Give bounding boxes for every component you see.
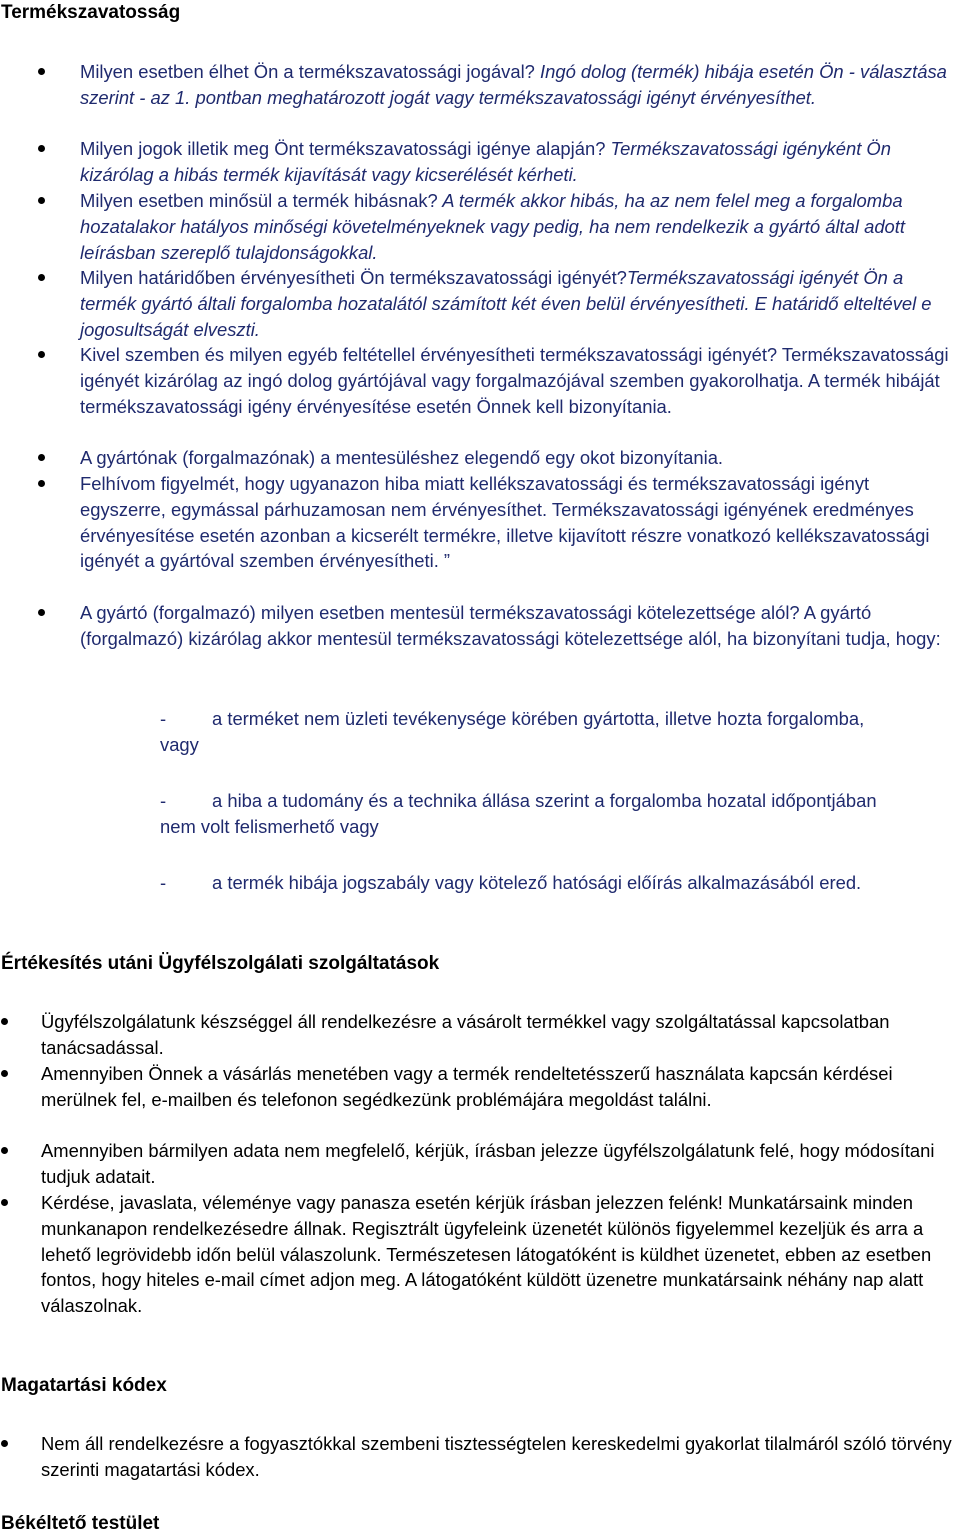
bullet-icon [1, 1147, 8, 1154]
bullet-icon [1, 1440, 8, 1447]
bullet-icon [38, 274, 45, 281]
bullet-icon [38, 68, 45, 75]
list-item: Felhívom figyelmét, hogy ugyanazon hiba miatt kellékszavatossági és termékszavatossági igényt egyszerre, egymással párhuzamosan nem érvényesíthet. Termékszavatossági igényének eredményes érvényesítése esetén azonban a kicserélt termékre, illetve kijavított részre vonatkozó kellékszavatossági igényét a gyártóval szemben érvényesítheti. ” [0, 471, 960, 600]
section-title: Értékesítés utáni Ügyfélszolgálati szolgáltatások [1, 953, 440, 974]
list-item: Amennyiben bármilyen adata nem megfelelő, kérjük, írásban jelezze ügyfélszolgálatunk felé, hogy módosítani tudjuk adatait. [1, 1138, 960, 1190]
dash-item: - a terméket nem üzleti tevékenysége körében gyártotta, illetve hozta forgalomba, vagy [160, 708, 865, 755]
list-item: Amennyiben Önnek a vásárlás menetében vagy a termék rendeltetésszerű használata kapcsán kérdései merülnek fel, e-mailben és telefonon segédkezünk problémájára megoldást találni. [1, 1061, 960, 1138]
list-item: A gyártónak (forgalmazónak) a mentesüléshez elegendő egy okot bizonyítania. [0, 445, 960, 471]
list-item: Milyen határidőben érvényesítheti Ön termékszavatossági igényét?Termékszavatossági igényét Ön a termék gyártó általi forgalomba hozatalától számított két éven belül érvényesítheti. E határidő elteltével e jogosultságát elveszti. [0, 265, 960, 342]
bullet-icon [38, 609, 45, 616]
list-item: Kérdése, javaslata, véleménye vagy panasza esetén kérjük írásban jelezzen felénk! Munkatársaink minden munkanapon rendelkezésedre állnak. Regisztrált ügyfeleink üzenetét különös figyelemmel kezeljük és arra a lehető legrövidebb időn belül válaszolunk. Természetesen látogatóként is küldhet üzenetet, ebben az esetben fontos, hogy hiteles e-mail címet adjon meg. A látogatóként küldött üzenetre munkatársaink néhány nap alatt válaszolnak. [1, 1190, 960, 1345]
bullet-icon [38, 454, 45, 461]
dash-item: - a hiba a tudomány és a technika állása szerint a forgalomba hozatal időpontjában nem volt felismerhető vagy [160, 790, 877, 837]
bullet-icon [38, 351, 45, 358]
list-item: Milyen jogok illetik meg Önt termékszavatossági igénye alapján? Termékszavatossági igényként Ön kizárólag a hibás termék kijavítását vagy kicserélését kérheti. [0, 136, 960, 188]
service-list [1, 1009, 960, 1345]
section-title-bekelteto: Békéltető testület [1, 1513, 160, 1534]
section-title: Termékszavatosság [1, 2, 181, 23]
bullet-icon [1, 1018, 8, 1025]
bullet-icon [1, 1070, 8, 1077]
bullet-icon [38, 145, 45, 152]
bullet-icon [1, 1199, 8, 1206]
faq-list [0, 59, 960, 677]
section-title: Magatartási kódex [1, 1375, 167, 1396]
list-item: Nem áll rendelkezésre a fogyasztókkal szembeni tisztességtelen kereskedelmi gyakorlat tilalmáról szóló törvény szerinti magatartási kódex. [1, 1431, 960, 1483]
list-item: Kivel szemben és milyen egyéb feltétellel érvényesítheti termékszavatossági igényét? Termékszavatossági igényét kizárólag az ingó dolog gyártójával vagy forgalmazójával szemben gyakorolhatja. A termék hibáját termékszavatossági igény érvényesítése esetén Önnek kell bizonyítania. [0, 342, 960, 445]
list-item: A gyártó (forgalmazó) milyen esetben mentesül termékszavatossági kötelezettsége alól? A gyártó (forgalmazó) kizárólag akkor mentesül termékszavatossági kötelezettsége alól, ha bizonyítani tudja, hogy: [0, 600, 960, 677]
bullet-icon [38, 480, 45, 487]
bullet-icon [38, 197, 45, 204]
list-item: Milyen esetben minősül a termék hibásnak? A termék akkor hibás, ha az nem felel meg a forgalomba hozatalakor hatályos minőségi követelményeknek vagy pedig, ha nem rendelkezik a gyártó által adott leírásban szereplő tulajdonságokkal. [0, 188, 960, 265]
list-item: Ügyfélszolgálatunk készséggel áll rendelkezésre a vásárolt termékkel vagy szolgáltatással kapcsolatban tanácsadással. [1, 1009, 960, 1061]
list-item: Milyen esetben élhet Ön a termékszavatossági jogával? Ingó dolog (termék) hibája esetén Ön - választása szerint - az 1. pontban meghatározott jogát vagy termékszavatossági igényt érvényesíthet. [0, 59, 960, 136]
code-list [1, 1431, 960, 1483]
dash-item: - a termék hibája jogszabály vagy kötelező hatósági előírás alkalmazásából ered. [160, 872, 862, 893]
